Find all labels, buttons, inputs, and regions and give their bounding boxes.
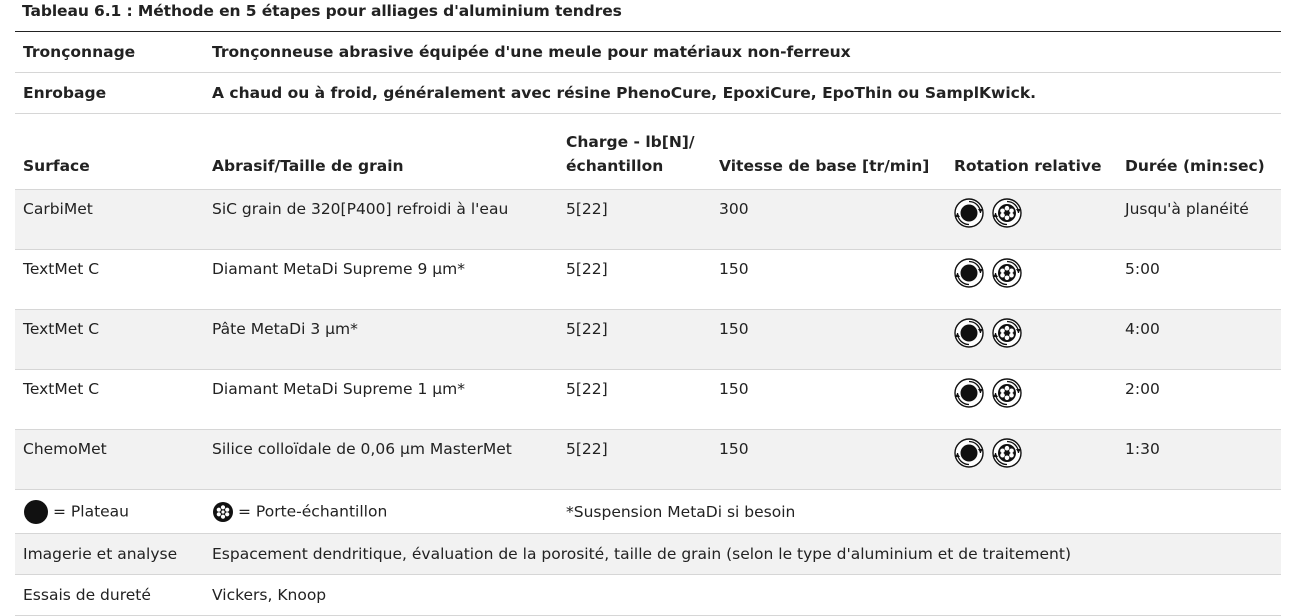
step-surface: CarbiMet xyxy=(15,190,204,250)
legend-porte-text: = Porte-échantillon xyxy=(238,502,388,520)
step-abrasif: SiC grain de 320[P400] refroidi à l'eau xyxy=(204,190,558,250)
durete-label: Essais de dureté xyxy=(15,575,204,616)
column-header-row xyxy=(15,114,1281,190)
header-charge-line2: échantillon xyxy=(566,157,664,175)
header-surface: Surface xyxy=(15,114,204,190)
imagerie-value: Espacement dendritique, évaluation de la porosité, taille de grain (selon le type d'aluminium et de traitement) xyxy=(204,534,1281,575)
step-abrasif: Diamant MetaDi Supreme 9 µm* xyxy=(204,250,558,310)
enrobage-value: A chaud ou à froid, généralement avec résine PhenoCure, EpoxiCure, EpoThin ou SamplKwick. xyxy=(204,73,1281,114)
specimen-holder-icon xyxy=(992,258,1022,288)
step-vitesse: 150 xyxy=(711,430,946,490)
table-row xyxy=(15,310,1281,370)
specimen-holder-icon xyxy=(992,378,1022,408)
step-charge: 5[22] xyxy=(558,310,711,370)
durete-value: Vickers, Knoop xyxy=(204,575,1281,616)
step-duree: 1:30 xyxy=(1117,430,1281,490)
legend-note: *Suspension MetaDi si besoin xyxy=(558,490,1281,534)
platen-icon xyxy=(954,378,984,408)
imagerie-row xyxy=(15,534,1281,575)
legend-plateau-text: = Plateau xyxy=(53,502,130,520)
step-vitesse: 150 xyxy=(711,370,946,430)
tronconnage-label: Tronçonnage xyxy=(15,32,204,73)
header-charge-line1: Charge - lb[N]/ xyxy=(566,133,695,151)
tronconnage-row xyxy=(15,32,1281,73)
step-duree: 2:00 xyxy=(1117,370,1281,430)
header-duree: Durée (min:sec) xyxy=(1117,114,1281,190)
tronconnage-value: Tronçonneuse abrasive équipée d'une meule pour matériaux non-ferreux xyxy=(204,32,1281,73)
step-surface: ChemoMet xyxy=(15,430,204,490)
specimen-holder-icon xyxy=(992,198,1022,228)
step-abrasif: Silice colloïdale de 0,06 µm MasterMet xyxy=(204,430,558,490)
step-charge: 5[22] xyxy=(558,370,711,430)
step-rotation xyxy=(946,250,1117,310)
durete-row xyxy=(15,575,1281,616)
step-surface: TextMet C xyxy=(15,250,204,310)
legend-plateau xyxy=(15,490,204,534)
platen-icon xyxy=(954,258,984,288)
table-row xyxy=(15,250,1281,310)
step-duree: 5:00 xyxy=(1117,250,1281,310)
platen-icon xyxy=(23,499,49,525)
imagerie-label: Imagerie et analyse xyxy=(15,534,204,575)
step-charge: 5[22] xyxy=(558,430,711,490)
step-abrasif: Diamant MetaDi Supreme 1 µm* xyxy=(204,370,558,430)
header-abrasif: Abrasif/Taille de grain xyxy=(204,114,558,190)
table-row xyxy=(15,370,1281,430)
step-rotation xyxy=(946,430,1117,490)
step-rotation xyxy=(946,370,1117,430)
enrobage-row xyxy=(15,73,1281,114)
table-title: Tableau 6.1 : Méthode en 5 étapes pour alliages d'aluminium tendres xyxy=(22,2,622,20)
step-vitesse: 150 xyxy=(711,250,946,310)
step-vitesse: 300 xyxy=(711,190,946,250)
legend-row xyxy=(15,490,1281,534)
step-abrasif: Pâte MetaDi 3 µm* xyxy=(204,310,558,370)
platen-icon xyxy=(954,318,984,348)
step-vitesse: 150 xyxy=(711,310,946,370)
header-charge xyxy=(558,114,711,190)
enrobage-label: Enrobage xyxy=(15,73,204,114)
legend-porte xyxy=(204,490,558,534)
step-charge: 5[22] xyxy=(558,190,711,250)
table-row xyxy=(15,430,1281,490)
table-row xyxy=(15,190,1281,250)
specimen-holder-icon xyxy=(212,501,234,523)
platen-icon xyxy=(954,198,984,228)
step-duree: Jusqu'à planéité xyxy=(1117,190,1281,250)
step-charge: 5[22] xyxy=(558,250,711,310)
step-duree: 4:00 xyxy=(1117,310,1281,370)
method-table xyxy=(15,31,1281,616)
specimen-holder-icon xyxy=(992,438,1022,468)
specimen-holder-icon xyxy=(992,318,1022,348)
header-rotation: Rotation relative xyxy=(946,114,1117,190)
step-surface: TextMet C xyxy=(15,310,204,370)
step-surface: TextMet C xyxy=(15,370,204,430)
step-rotation xyxy=(946,310,1117,370)
platen-icon xyxy=(954,438,984,468)
step-rotation xyxy=(946,190,1117,250)
header-vitesse: Vitesse de base [tr/min] xyxy=(711,114,946,190)
